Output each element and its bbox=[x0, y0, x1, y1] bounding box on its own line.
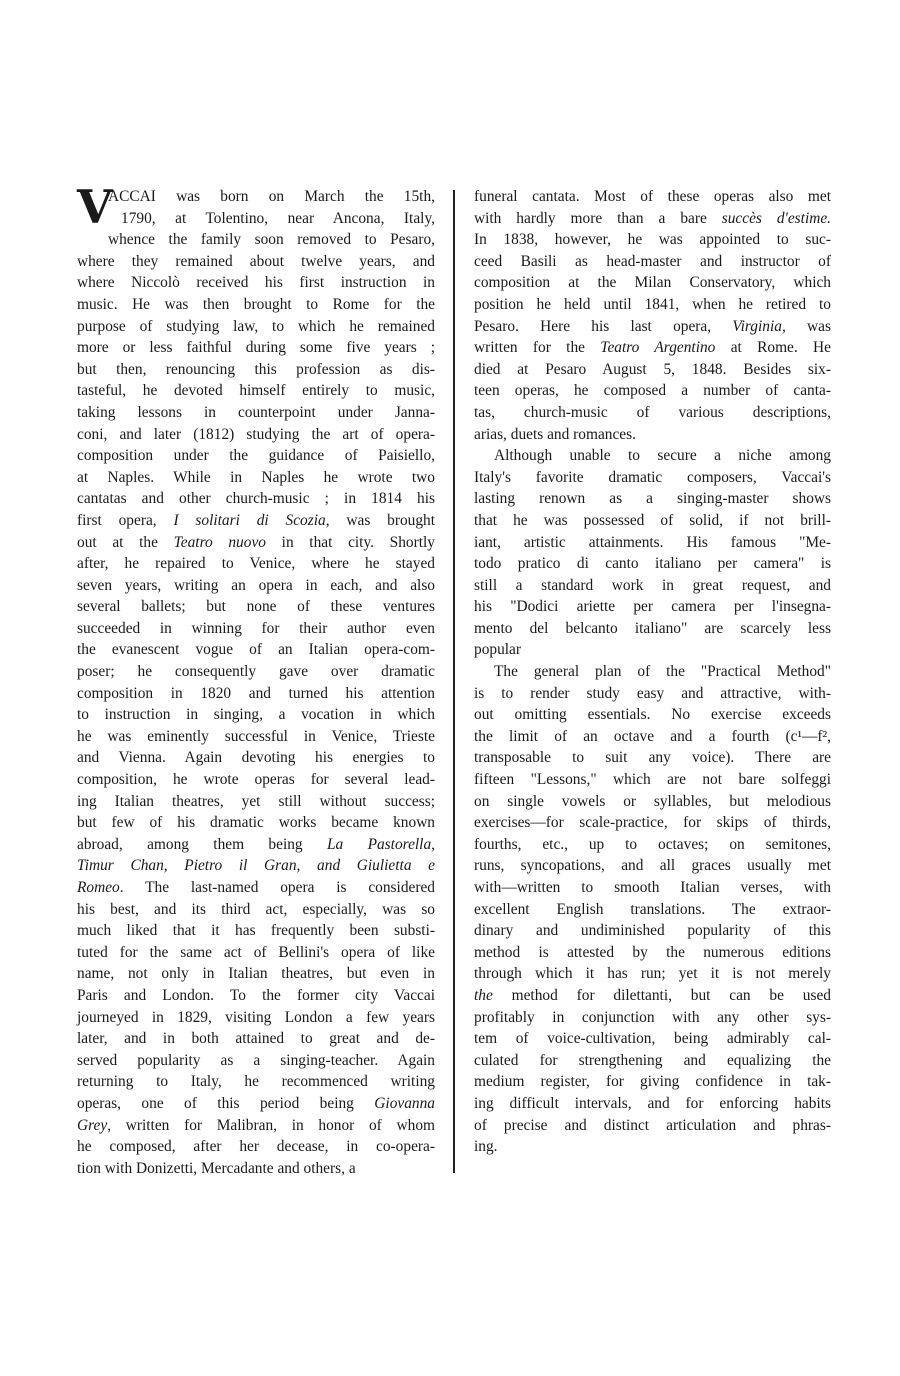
text-run: at Rome. He bbox=[715, 339, 831, 357]
text-line bbox=[77, 1093, 435, 1115]
right-column bbox=[474, 186, 831, 1158]
text-line: culated for strengthening and equalizing the bbox=[474, 1051, 831, 1069]
text-line: more or less faithful during some five years ; bbox=[77, 339, 435, 357]
text-line: on single vowels or syllables, but melodious bbox=[474, 792, 831, 810]
text-line: the evanescent vogue of an Italian opera-com- bbox=[77, 641, 435, 659]
text-line: ing Italian theatres, yet still without success; bbox=[77, 792, 435, 810]
text-line: purpose of studying law, to which he remained bbox=[77, 317, 435, 335]
text-line: tuted for the same act of Bellini's opera of like bbox=[77, 943, 435, 961]
text-line: still a standard work in great request, and bbox=[474, 576, 831, 594]
text-line: seven years, writing an opera in each, and also bbox=[77, 576, 435, 594]
text-line: funeral cantata. Most of these operas also met bbox=[474, 188, 831, 205]
text-line: succeeded in winning for their author even bbox=[77, 619, 435, 637]
text-line: Paris and London. To the former city Vaccai bbox=[77, 986, 435, 1004]
text-line: his best, and its third act, especially, was so bbox=[77, 900, 435, 918]
text-line: runs, syncopations, and all graces usually met bbox=[474, 857, 831, 875]
italic-title: Grey bbox=[77, 1116, 108, 1134]
drop-cap: V bbox=[77, 180, 107, 234]
text-line: that he was possessed of solid, if not brill- bbox=[474, 511, 831, 529]
text-line: fourths, etc., up to octaves; on semitones, bbox=[474, 835, 831, 853]
italic-title: succès d'estime. bbox=[721, 209, 832, 227]
text-line: much liked that it has frequently been substi- bbox=[77, 922, 435, 940]
text-line bbox=[77, 1115, 435, 1137]
text-line: later, and in both attained to great and de- bbox=[77, 1030, 435, 1048]
text-line bbox=[474, 316, 831, 338]
text-line: In 1838, however, he was appointed to suc- bbox=[474, 231, 831, 249]
text-line: several ballets; but none of these ventures bbox=[77, 598, 435, 616]
text-line: after, he repaired to Venice, where he stayed bbox=[77, 555, 435, 573]
text-line: with—written to smooth Italian verses, with bbox=[474, 879, 831, 896]
text-line bbox=[474, 985, 831, 1007]
text-line: teen operas, he composed a number of canta- bbox=[474, 382, 831, 400]
text-line: and Vienna. Again devoting his energies to bbox=[77, 749, 435, 767]
text-line bbox=[77, 510, 435, 532]
text-line: of precise and distinct articulation and phras- bbox=[474, 1116, 831, 1134]
text-line: tas, church-music of various descriptions, bbox=[474, 403, 831, 421]
text-line: dinary and undiminished popularity of this bbox=[474, 922, 831, 940]
text-line: whence the family soon removed to Pesaro, bbox=[108, 231, 435, 249]
italic-title: the bbox=[474, 986, 493, 1004]
text-line: medium register, for giving confidence in tak- bbox=[474, 1073, 831, 1091]
text-line: lasting renown as a singing-master shows bbox=[474, 490, 831, 508]
text-line: the limit of an octave and a fourth (c¹—f², bbox=[474, 727, 831, 745]
text-line: cantatas and other church-music ; in 1814 his bbox=[77, 490, 435, 508]
text-line: taking lessons in counterpoint under Janna- bbox=[77, 403, 435, 421]
text-line: served popularity as a singing-teacher. Again bbox=[77, 1051, 435, 1069]
text-line: ing. bbox=[474, 1138, 498, 1156]
italic-title: I solitari di Scozia bbox=[173, 511, 326, 529]
text-line: iant, artistic attainments. His famous "Me- bbox=[474, 533, 831, 551]
text-line: method is attested by the numerous editions bbox=[474, 943, 831, 961]
italic-title: Timur Chan, Pietro il Gran, and Giulietta e bbox=[77, 857, 435, 875]
italic-title: La Pastorella, bbox=[326, 835, 435, 853]
text-line: where they remained about twelve years, and bbox=[77, 252, 435, 270]
text-line: Italy's favorite dramatic composers, Vaccai's bbox=[474, 468, 831, 486]
text-line: name, not only in Italian theatres, but even in bbox=[77, 965, 435, 983]
text-run: Pesaro. Here his last opera, bbox=[474, 317, 733, 335]
text-run: , written for Malibran, in honor of whom bbox=[107, 1116, 435, 1134]
text-run: , was brought bbox=[325, 511, 436, 529]
text-run: out at the bbox=[77, 533, 174, 551]
text-run: operas, one of this period being bbox=[77, 1094, 375, 1112]
text-run: abroad, among them being bbox=[77, 835, 327, 853]
text-line: Although unable to secure a niche among bbox=[494, 447, 831, 465]
text-line: composition under the guidance of Paisiello, bbox=[77, 447, 435, 465]
italic-title: Romeo bbox=[77, 879, 120, 896]
text-line: transposable to suit any voice). There are bbox=[474, 749, 831, 767]
text-run: written for the bbox=[474, 339, 601, 357]
column-divider bbox=[453, 190, 455, 1173]
text-run: first opera, bbox=[77, 511, 174, 529]
text-line: out omitting essentials. No exercise exceeds bbox=[474, 706, 831, 724]
text-line: fifteen "Lessons," which are not bare solfeggi bbox=[474, 771, 831, 789]
text-line: his "Dodici ariette per camera per l'insegna- bbox=[474, 598, 831, 616]
text-line bbox=[77, 877, 435, 899]
italic-title: Virginia, bbox=[732, 317, 786, 335]
text-line: position he held until 1841, when he retired to bbox=[474, 295, 831, 313]
text-run: . The last-named opera is considered bbox=[119, 879, 435, 896]
text-line: poser; he consequently gave over dramatic bbox=[77, 663, 435, 681]
text-line: popular bbox=[474, 641, 522, 659]
italic-title: Teatro nuovo bbox=[173, 533, 266, 551]
text-line: composition, he wrote operas for several lead- bbox=[77, 771, 435, 789]
text-line bbox=[474, 208, 831, 230]
text-line: profitably in conjunction with any other sys- bbox=[474, 1008, 831, 1026]
text-line: ing difficult intervals, and for enforcing habits bbox=[474, 1094, 831, 1112]
text-line bbox=[77, 532, 435, 554]
text-line: tasteful, he devoted himself entirely to music, bbox=[77, 382, 435, 400]
text-line: to instruction in singing, a vocation in which bbox=[77, 706, 435, 724]
text-line: returning to Italy, he recommenced writing bbox=[77, 1073, 435, 1091]
text-line: at Naples. While in Naples he wrote two bbox=[77, 468, 435, 486]
text-line: 1790, at Tolentino, near Ancona, Italy, bbox=[121, 209, 435, 227]
text-line: coni, and later (1812) studying the art of opera- bbox=[77, 425, 435, 443]
text-line: but few of his dramatic works became known bbox=[77, 814, 435, 832]
italic-title: Teatro Argentino bbox=[600, 339, 716, 357]
text-line: composition at the Milan Conservatory, which bbox=[474, 274, 831, 292]
text-line: todo pratico di canto italiano per camera" is bbox=[474, 555, 831, 573]
text-line: tion with Donizetti, Mercadante and others, a bbox=[77, 1159, 356, 1177]
text-run: with hardly more than a bare bbox=[474, 209, 722, 227]
text-line: is to render study easy and attractive, with- bbox=[474, 684, 831, 702]
text-line: through which it has run; yet it is not merely bbox=[474, 965, 831, 983]
text-run: method for dilettanti, but can be used bbox=[492, 986, 831, 1004]
text-line: mento del belcanto italiano" are scarcely less bbox=[474, 619, 831, 637]
text-line: but then, renouncing this profession as dis- bbox=[77, 360, 435, 378]
text-line: he composed, after her decease, in co-opera- bbox=[77, 1138, 435, 1156]
text-line: composition in 1820 and turned his attention bbox=[77, 684, 435, 702]
text-run: in that city. Shortly bbox=[265, 533, 435, 551]
text-line: died at Pesaro August 5, 1848. Besides six- bbox=[474, 360, 831, 378]
text-line: ACCAI was born on March the 15th, bbox=[108, 188, 435, 205]
text-line bbox=[77, 834, 435, 856]
text-line: exercises—for scale-practice, for skips of thirds, bbox=[474, 814, 831, 832]
text-line: ceed Basili as head-master and instructor of bbox=[474, 252, 831, 270]
text-line: excellent English translations. The extraor- bbox=[474, 900, 831, 918]
text-run: was bbox=[785, 317, 831, 335]
text-line bbox=[474, 337, 831, 359]
text-line: journeyed in 1829, visiting London a few years bbox=[77, 1008, 435, 1026]
left-column bbox=[77, 180, 436, 1179]
text-line: he was eminently successful in Venice, Trieste bbox=[77, 727, 435, 745]
text-line: tem of voice-cultivation, being admirably cal- bbox=[474, 1030, 831, 1048]
text-line: music. He was then brought to Rome for the bbox=[77, 295, 435, 313]
text-line: where Niccolò received his first instruction in bbox=[77, 274, 435, 292]
text-line: The general plan of the "Practical Method" bbox=[494, 663, 831, 681]
italic-title: Giovanna bbox=[374, 1094, 435, 1112]
text-line bbox=[77, 855, 435, 877]
text-line: arias, duets and romances. bbox=[474, 425, 636, 443]
